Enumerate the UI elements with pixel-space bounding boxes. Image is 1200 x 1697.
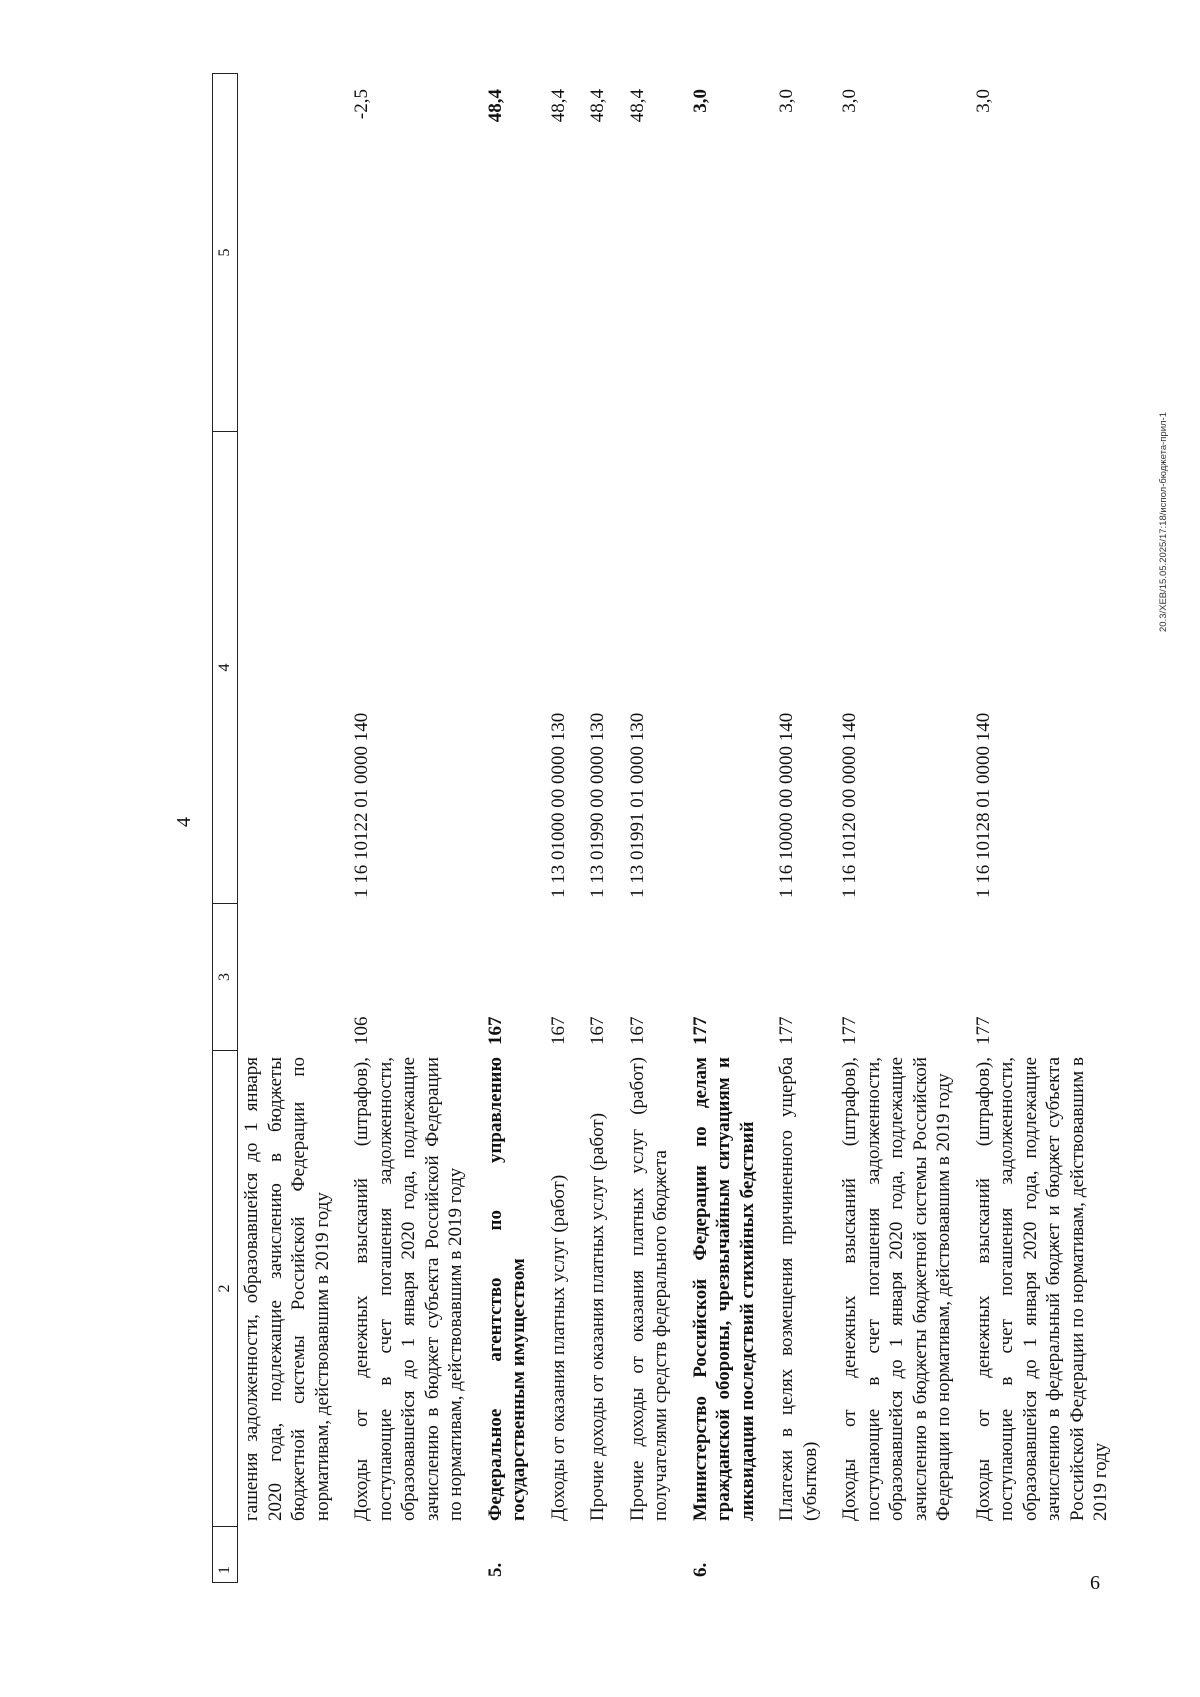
row-revenue-code: 1 13 01990 00 0000 130 (587, 712, 608, 898)
row-spacer (956, 1527, 970, 1583)
row-admin-code: 167 (547, 1016, 569, 1045)
footer-page-number: 6 (1090, 1572, 1100, 1594)
row-description: гашения задолженности, образовавшейся до 1 января 2020 года, подлежащие зачислению в бюджеты бюджетной системы Российской Федерации по нормативам, действовавшим в 2019 году (241, 1057, 333, 1521)
row-amount: 3,0 (839, 89, 860, 113)
row-spacer (610, 432, 624, 904)
row-spacer (610, 904, 624, 1051)
row-admin-code: 177 (689, 1016, 711, 1045)
revenue-table (212, 73, 1127, 1583)
row-spacer (334, 73, 348, 432)
row-revenue-code (482, 432, 531, 904)
row-number (545, 1527, 571, 1583)
row-admin-code: 177 (776, 1016, 797, 1045)
row-spacer (610, 73, 624, 432)
document-stamp: 20.3/ХЕВ/15.05.2025/17:18/испол-бюджета-прил-1 (1158, 412, 1169, 632)
row-spacer (610, 1527, 624, 1583)
row-spacer (468, 1051, 482, 1527)
row-spacer (468, 432, 482, 904)
row-spacer (759, 1527, 773, 1583)
column-header-5: 5 (212, 73, 238, 432)
row-spacer (673, 904, 687, 1051)
row-spacer (956, 73, 970, 432)
row-amount: 3,0 (776, 89, 797, 113)
row-spacer (570, 73, 584, 432)
row-spacer (570, 904, 584, 1051)
row-spacer (570, 1527, 584, 1583)
row-number (584, 1527, 610, 1583)
row-number (773, 1527, 822, 1583)
row-spacer (1113, 1051, 1127, 1527)
row-amount: 48,4 (547, 89, 569, 123)
row-spacer (673, 1051, 687, 1527)
row-spacer (956, 1051, 970, 1527)
row-spacer (531, 73, 545, 432)
row-spacer (468, 1527, 482, 1583)
row-spacer (468, 904, 482, 1051)
row-spacer (673, 1527, 687, 1583)
row-spacer (956, 904, 970, 1051)
column-header-2: 2 (212, 1051, 238, 1527)
row-spacer (570, 432, 584, 904)
row-spacer (1113, 1527, 1127, 1583)
row-admin-code: 177 (972, 1016, 994, 1045)
row-description: Федеральное агентство по управлению государственным имуществом (484, 1057, 529, 1521)
rotated-content (172, 47, 1111, 1597)
row-admin-code: 167 (484, 1016, 506, 1045)
column-header-3: 3 (212, 904, 238, 1051)
row-spacer (468, 73, 482, 432)
row-spacer (1113, 904, 1127, 1051)
row-revenue-code: 1 16 10122 01 0000 140 (351, 712, 372, 898)
row-spacer (334, 1051, 348, 1527)
row-number (624, 1527, 673, 1583)
row-spacer (759, 904, 773, 1051)
row-spacer (759, 432, 773, 904)
row-number: 5. (484, 1562, 506, 1577)
row-number (836, 1527, 956, 1583)
row-spacer (673, 73, 687, 432)
row-admin-code (238, 904, 334, 1051)
row-spacer (570, 1051, 584, 1527)
row-description: Доходы от денежных взысканий (штрафов), поступающие в счет погашения задолженности, образовавшейся до 1 января 2020 года, подлежащие зачислению в федеральный бюджет и бюджет субъекта Российской Федерации по нормативам, действовавшим в 2019 году (972, 1057, 1111, 1521)
row-spacer (1113, 73, 1127, 432)
row-spacer (334, 432, 348, 904)
row-revenue-code: 1 16 10000 00 0000 140 (776, 712, 797, 898)
row-spacer (822, 904, 836, 1051)
row-number (238, 1527, 334, 1583)
row-spacer (531, 1527, 545, 1583)
row-amount: 48,4 (484, 89, 506, 123)
row-spacer (822, 1527, 836, 1583)
column-header-1: 1 (212, 1527, 238, 1583)
row-amount: 3,0 (972, 89, 994, 113)
row-revenue-code (238, 432, 334, 904)
column-header-4: 4 (212, 432, 238, 904)
row-admin-code: 106 (351, 1016, 372, 1045)
row-spacer (822, 1051, 836, 1527)
row-spacer (956, 432, 970, 904)
row-admin-code: 167 (587, 1016, 608, 1045)
row-description: Прочие доходы от оказания платных услуг (работ) (587, 1112, 608, 1521)
row-spacer (531, 904, 545, 1051)
row-revenue-code: 1 13 01991 01 0000 130 (626, 712, 648, 898)
row-revenue-code: 1 13 01000 00 0000 130 (547, 712, 569, 898)
row-admin-code: 167 (626, 1016, 648, 1045)
row-spacer (334, 1527, 348, 1583)
row-revenue-code: 1 16 10128 01 0000 140 (972, 712, 994, 898)
row-spacer (759, 73, 773, 432)
row-description: Платежи в целях возмещения причиненного ущерба (убытков) (776, 1057, 821, 1521)
row-revenue-code (687, 432, 760, 904)
row-amount: -2,5 (351, 89, 372, 120)
row-number (348, 1527, 468, 1583)
row-amount: 3,0 (689, 89, 711, 113)
row-number: 6. (689, 1562, 711, 1577)
row-description: Министерство Российской Федерации по делам гражданской обороны, чрезвычайным ситуациям и ликвидации последствий стихийных бедствий (689, 1057, 758, 1521)
row-revenue-code: 1 16 10120 00 0000 140 (839, 712, 860, 898)
row-spacer (531, 1051, 545, 1527)
row-description: Доходы от оказания платных услуг (работ) (547, 1174, 569, 1521)
row-admin-code: 177 (839, 1016, 860, 1045)
row-amount: 48,4 (587, 89, 608, 123)
page-number: 4 (173, 817, 195, 827)
row-description: Прочие доходы от оказания платных услуг (работ) получателями средств федерального бюджета (626, 1057, 671, 1521)
row-amount: 48,4 (626, 89, 648, 123)
row-description: Доходы от денежных взысканий (штрафов), поступающие в счет погашения задолженности, образовавшейся до 1 января 2020 года, подлежащие зачислению в бюджеты бюджетной системы Российской Федерации по нормативам, действовавшим в 2019 году (839, 1057, 954, 1521)
row-spacer (822, 432, 836, 904)
row-spacer (1113, 432, 1127, 904)
row-spacer (531, 432, 545, 904)
row-spacer (334, 904, 348, 1051)
row-description: Доходы от денежных взысканий (штрафов), поступающие в счет погашения задолженности, образовавшейся до 1 января 2020 года, подлежащие зачислению в бюджет субъекта Российской Федерации по нормативам, действовавшим в 2019 году (351, 1057, 466, 1521)
row-amount (238, 73, 334, 432)
row-spacer (759, 1051, 773, 1527)
row-spacer (610, 1051, 624, 1527)
row-spacer (822, 73, 836, 432)
row-spacer (673, 432, 687, 904)
